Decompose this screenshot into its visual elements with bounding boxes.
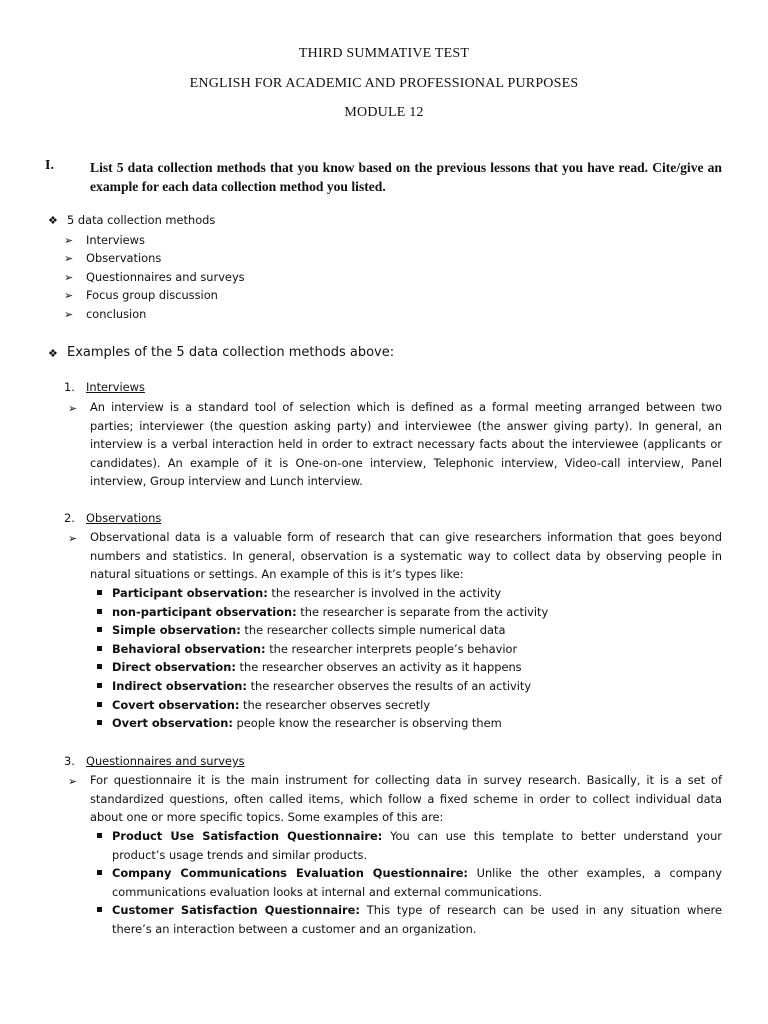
method-item: conclusion — [86, 307, 147, 321]
arrow-bullet-icon: ➢ — [64, 252, 74, 265]
list-item: Indirect observation: the researcher observes the results of an activity — [95, 677, 722, 696]
square-bullet-icon — [97, 664, 102, 669]
subject-title: ENGLISH FOR ACADEMIC AND PROFESSIONAL PURPOSES — [189, 76, 579, 91]
list-item: Company Communications Evaluation Questionnaire: Unlike the other examples, a company communications evaluation looks at internal and external communications. — [95, 864, 722, 901]
list-item: Direct observation: the researcher observes an activity as it happens — [95, 658, 722, 677]
method-item: Observations — [86, 251, 162, 265]
list-item: non-participant observation: the researcher is separate from the activity — [95, 603, 722, 622]
arrow-bullet-icon: ➢ — [68, 532, 78, 545]
question-number: I. — [45, 158, 54, 173]
section-number: 1. — [64, 380, 75, 394]
list-item: Customer Satisfaction Questionnaire: This type of research can be used in any situation where there’s an interaction between a customer and an organization. — [95, 901, 722, 938]
square-bullet-icon — [97, 720, 102, 725]
test-title: THIRD SUMMATIVE TEST — [298, 46, 470, 61]
list-item: Covert observation: the researcher observes secretly — [95, 696, 722, 715]
examples-heading: Examples of the 5 data collection methods above: — [67, 345, 395, 360]
diamond-bullet-icon: ❖ — [48, 214, 58, 227]
list-item: Participant observation: the researcher is involved in the activity — [95, 584, 722, 603]
square-bullet-icon — [97, 590, 102, 595]
square-bullet-icon — [97, 870, 102, 875]
list-item: Behavioral observation: the researcher interprets people’s behavior — [95, 640, 722, 659]
section-number: 3. — [64, 754, 75, 768]
square-bullet-icon — [97, 833, 102, 838]
arrow-bullet-icon: ➢ — [64, 271, 74, 284]
square-bullet-icon — [97, 627, 102, 632]
questionnaires-paragraph: For questionnaire it is the main instrument for collecting data in survey research. Basically, it is a set of standardized questions, often called items, which follow a fixed scheme in order to collect individual data about one or more specific topics. Some examples of this are: — [90, 773, 722, 825]
methods-heading: 5 data collection methods — [67, 213, 216, 227]
section-number: 2. — [64, 511, 75, 525]
arrow-bullet-icon: ➢ — [68, 402, 78, 415]
questionnaire-examples-list — [95, 827, 722, 939]
diamond-bullet-icon: ❖ — [48, 347, 58, 360]
interviews-paragraph: An interview is a standard tool of selection which is defined as a formal meeting arranged between two parties; interviewer (the question asking party) and interviewee (the answer giving party). In general, an interview is a verbal interaction held in order to extract necessary facts about the interviewee (applicants or candidates). An example of it is One-on-one interview, Telephonic interview, Video-call interview, Panel interview, Group interview and Lunch interview. — [90, 400, 722, 489]
arrow-bullet-icon: ➢ — [64, 289, 74, 302]
method-item: Questionnaires and surveys — [86, 270, 245, 284]
square-bullet-icon — [97, 683, 102, 688]
square-bullet-icon — [97, 702, 102, 707]
method-item: Focus group discussion — [86, 288, 218, 302]
section-title-questionnaires: Questionnaires and surveys — [86, 754, 245, 768]
list-item: Overt observation: people know the researcher is observing them — [95, 714, 722, 733]
arrow-bullet-icon: ➢ — [64, 234, 74, 247]
list-item: Product Use Satisfaction Questionnaire: You can use this template to better understand your product’s usage trends and similar products. — [95, 827, 722, 864]
section-title-observations: Observations — [86, 511, 162, 525]
module-title: MODULE 12 — [344, 105, 424, 120]
method-item: Interviews — [86, 233, 145, 247]
square-bullet-icon — [97, 907, 102, 912]
section-title-interviews: Interviews — [86, 380, 145, 394]
square-bullet-icon — [97, 646, 102, 651]
arrow-bullet-icon: ➢ — [64, 308, 74, 321]
square-bullet-icon — [97, 609, 102, 614]
question-text: List 5 data collection methods that you know based on the previous lessons that you have read. Cite/give an example for each data collection method you listed. — [90, 160, 722, 194]
observations-paragraph: Observational data is a valuable form of research that can give researchers information that goes beyond numbers and statistics. In general, observation is a systematic way to collect data by observing people in natural situations or settings. An example of this is it’s types like: — [90, 530, 722, 582]
arrow-bullet-icon: ➢ — [68, 775, 78, 788]
list-item: Simple observation: the researcher collects simple numerical data — [95, 621, 722, 640]
observation-types-list — [95, 584, 722, 733]
